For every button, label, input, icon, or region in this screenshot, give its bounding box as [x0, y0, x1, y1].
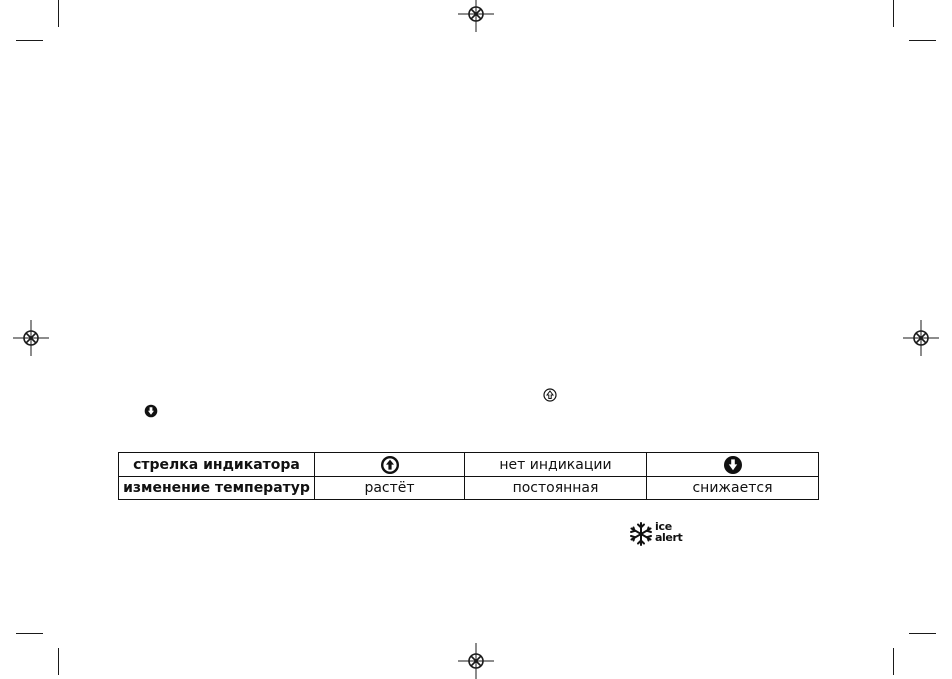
ice-alert-label-line2: alert — [655, 531, 683, 544]
crop-mark-top-right-h — [909, 40, 936, 41]
table-cell-falling-icon — [647, 453, 819, 477]
arrow-down-circle-icon — [723, 455, 743, 475]
crop-mark-bottom-left-h — [16, 633, 43, 634]
crop-mark-bottom-right-v — [893, 648, 894, 675]
crop-mark-top-left-v — [58, 0, 59, 27]
table-cell-constant: постоянная — [465, 477, 647, 500]
crop-mark-top-right-v — [893, 0, 894, 27]
crop-mark-bottom-left-v — [58, 648, 59, 675]
snowflake-icon — [628, 521, 654, 547]
table-row — [119, 453, 819, 477]
registration-mark-bottom-icon — [458, 643, 494, 679]
arrow-up-circle-icon — [380, 455, 400, 475]
small-arrow-up-outline-icon — [543, 388, 557, 402]
registration-mark-left-icon — [13, 320, 49, 356]
crop-mark-bottom-right-h — [909, 633, 936, 634]
registration-mark-right-icon — [903, 320, 939, 356]
indicator-table — [118, 452, 819, 500]
table-cell-rising: растёт — [315, 477, 465, 500]
table-header-cell-temperature-change: изменение температур — [119, 477, 315, 500]
ice-alert-indicator — [628, 521, 684, 547]
table-row — [119, 477, 819, 500]
small-arrow-down-filled-icon — [144, 404, 158, 418]
table-cell-rising-icon — [315, 453, 465, 477]
table-header-cell-indicator-arrow: стрелка индикатора — [119, 453, 315, 477]
table-cell-falling: снижается — [647, 477, 819, 500]
ice-alert-label-line1: ice — [655, 520, 672, 533]
crop-mark-top-left-h — [16, 40, 43, 41]
registration-mark-top-icon — [458, 0, 494, 32]
table-cell-no-indication: нет индикации — [465, 453, 647, 477]
